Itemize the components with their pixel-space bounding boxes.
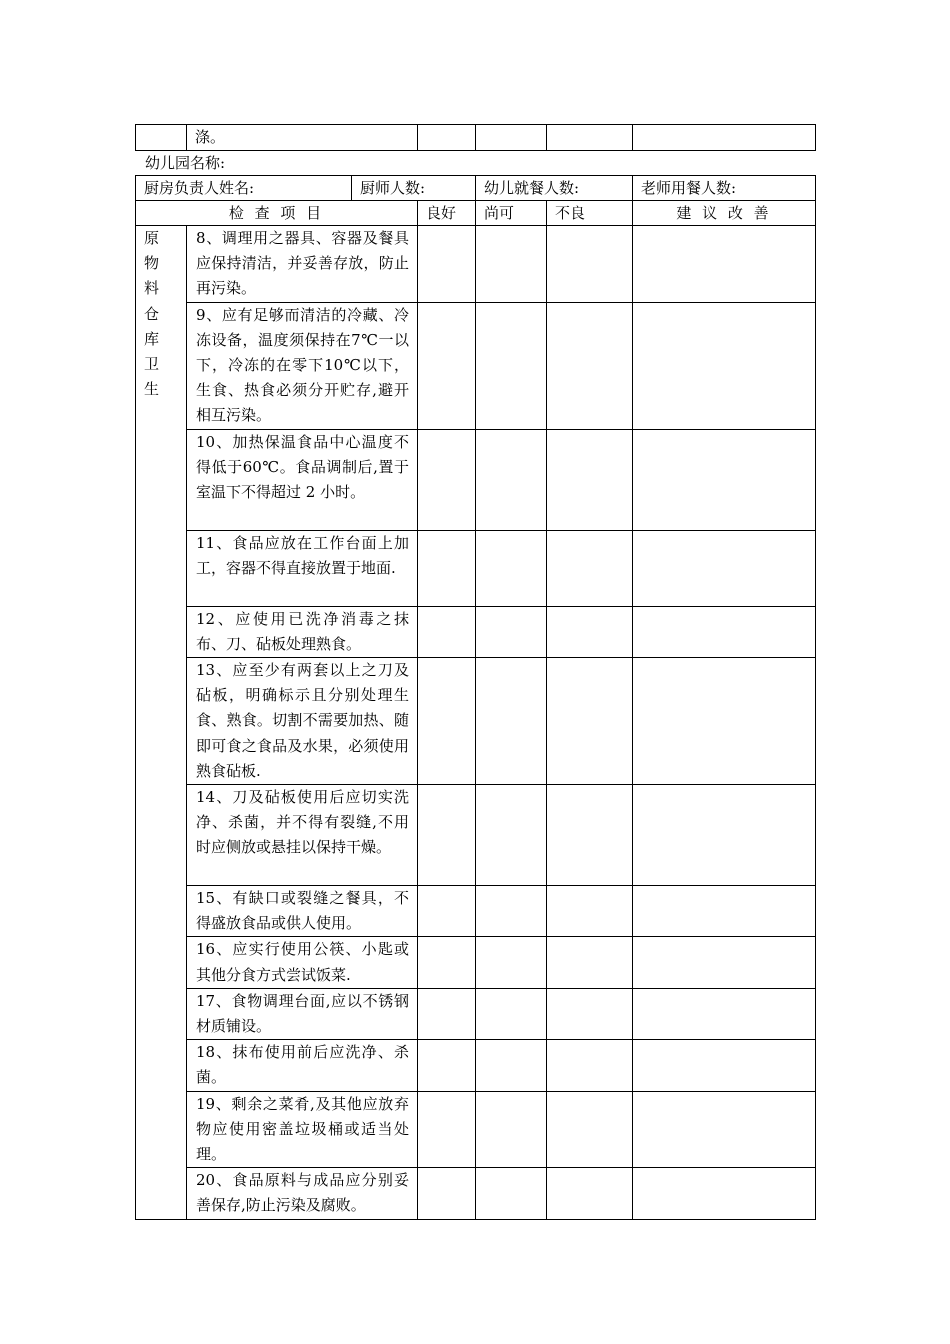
fair-cell[interactable] bbox=[476, 1168, 547, 1219]
suggest-cell[interactable] bbox=[633, 606, 816, 657]
item-rows bbox=[136, 226, 816, 1220]
inspection-item-row bbox=[136, 1040, 816, 1091]
fair-cell[interactable] bbox=[476, 886, 547, 937]
fair-cell[interactable] bbox=[476, 429, 547, 530]
inspection-item-row bbox=[136, 886, 816, 937]
fair-cell[interactable] bbox=[476, 785, 547, 886]
category-cell-empty bbox=[136, 125, 187, 151]
fair-cell[interactable] bbox=[476, 125, 547, 151]
child-diners-label: 幼儿就餐人数: bbox=[476, 176, 633, 201]
inspection-item-row bbox=[136, 1091, 816, 1168]
fair-cell[interactable] bbox=[476, 606, 547, 657]
fair-cell[interactable] bbox=[476, 530, 547, 606]
suggest-cell[interactable] bbox=[633, 530, 816, 606]
poor-cell[interactable] bbox=[547, 1168, 633, 1219]
category-char: 卫 bbox=[144, 355, 160, 374]
inspection-table bbox=[135, 175, 816, 1220]
kindergarten-name-label: 幼儿园名称: bbox=[145, 154, 226, 172]
poor-cell[interactable] bbox=[547, 302, 633, 429]
header-item: 检 查 项 目 bbox=[136, 201, 418, 226]
header-row bbox=[136, 201, 816, 226]
good-cell[interactable] bbox=[418, 1091, 476, 1168]
poor-cell[interactable] bbox=[547, 658, 633, 785]
inspection-item-text: 12、应使用已洗净消毒之抹布、刀、砧板处理熟食。 bbox=[187, 606, 418, 657]
suggest-cell[interactable] bbox=[633, 1168, 816, 1219]
poor-cell[interactable] bbox=[547, 1091, 633, 1168]
fair-cell[interactable] bbox=[476, 302, 547, 429]
teacher-diners-label: 老师用餐人数: bbox=[633, 176, 816, 201]
suggest-cell[interactable] bbox=[633, 937, 816, 988]
inspection-item-text: 19、剩余之菜肴,及其他应放弃物应使用密盖垃圾桶或适当处理。 bbox=[187, 1091, 418, 1168]
category-char: 物 bbox=[144, 254, 160, 273]
inspection-item-row bbox=[136, 530, 816, 606]
poor-cell[interactable] bbox=[547, 226, 633, 303]
poor-cell[interactable] bbox=[547, 937, 633, 988]
inspection-item-text: 9、应有足够而清洁的冷藏、冷冻设备，温度须保持在7℃一以下，冷冻的在零下10℃以下，生食、热食必须分开贮存,避开相互污染。 bbox=[187, 302, 418, 429]
suggest-cell[interactable] bbox=[633, 785, 816, 886]
inspection-item-text: 13、应至少有两套以上之刀及砧板，明确标示且分别处理生食、熟食。切割不需要加热、随即可食之食品及水果，必须使用熟食砧板. bbox=[187, 658, 418, 785]
kitchen-manager-label: 厨房负责人姓名: bbox=[136, 176, 352, 201]
good-cell[interactable] bbox=[418, 606, 476, 657]
fair-cell[interactable] bbox=[476, 1091, 547, 1168]
suggest-cell[interactable] bbox=[633, 886, 816, 937]
inspection-item-text: 14、刀及砧板使用后应切实洗净、杀菌，并不得有裂缝,不用时应侧放或悬挂以保持干燥。 bbox=[187, 785, 418, 886]
continued-table bbox=[135, 124, 816, 151]
fair-cell[interactable] bbox=[476, 937, 547, 988]
fair-cell[interactable] bbox=[476, 226, 547, 303]
inspection-item-text: 10、加热保温食品中心温度不得低于60℃。食品调制后,置于室温下不得超过 2 小时。 bbox=[187, 429, 418, 530]
header-good: 良好 bbox=[418, 201, 476, 226]
good-cell[interactable] bbox=[418, 1040, 476, 1091]
good-cell[interactable] bbox=[418, 226, 476, 303]
inspection-item-row bbox=[136, 302, 816, 429]
good-cell[interactable] bbox=[418, 530, 476, 606]
suggest-cell[interactable] bbox=[633, 226, 816, 303]
inspection-item-text: 18、抹布使用前后应洗净、杀菌。 bbox=[187, 1040, 418, 1091]
header-fair: 尚可 bbox=[476, 201, 547, 226]
poor-cell[interactable] bbox=[547, 530, 633, 606]
item-tail-cell: 涤。 bbox=[187, 125, 418, 151]
suggest-cell[interactable] bbox=[633, 125, 816, 151]
suggest-cell[interactable] bbox=[633, 302, 816, 429]
inspection-item-row bbox=[136, 785, 816, 886]
good-cell[interactable] bbox=[418, 886, 476, 937]
inspection-item-text: 8、调理用之器具、容器及餐具应保持清洁，并妥善存放，防止再污染。 bbox=[187, 226, 418, 303]
suggest-cell[interactable] bbox=[633, 1040, 816, 1091]
inspection-item-row bbox=[136, 988, 816, 1039]
inspection-item-text: 11、食品应放在工作台面上加工，容器不得直接放置于地面. bbox=[187, 530, 418, 606]
chef-count-label: 厨师人数: bbox=[352, 176, 476, 201]
good-cell[interactable] bbox=[418, 785, 476, 886]
category-char: 原 bbox=[144, 229, 160, 247]
fair-cell[interactable] bbox=[476, 988, 547, 1039]
category-char: 仓 bbox=[144, 304, 160, 323]
good-cell[interactable] bbox=[418, 988, 476, 1039]
category-char: 料 bbox=[144, 279, 160, 298]
inspection-item-text: 20、食品原料与成品应分别妥善保存,防止污染及腐败。 bbox=[187, 1168, 418, 1219]
good-cell[interactable] bbox=[418, 937, 476, 988]
inspection-item-text: 16、应实行使用公筷、小匙或其他分食方式尝试饭菜. bbox=[187, 937, 418, 988]
inspection-item-row bbox=[136, 429, 816, 530]
poor-cell[interactable] bbox=[547, 1040, 633, 1091]
category-cell bbox=[136, 226, 187, 1220]
info-row bbox=[136, 176, 816, 201]
inspection-item-row bbox=[136, 937, 816, 988]
fair-cell[interactable] bbox=[476, 658, 547, 785]
good-cell[interactable] bbox=[418, 302, 476, 429]
suggest-cell[interactable] bbox=[633, 429, 816, 530]
good-cell[interactable] bbox=[418, 429, 476, 530]
good-cell[interactable] bbox=[418, 658, 476, 785]
poor-cell[interactable] bbox=[547, 886, 633, 937]
inspection-item-row bbox=[136, 658, 816, 785]
inspection-item-text: 17、食物调理台面,应以不锈钢材质铺设。 bbox=[187, 988, 418, 1039]
header-poor: 不良 bbox=[547, 201, 633, 226]
poor-cell[interactable] bbox=[547, 429, 633, 530]
poor-cell[interactable] bbox=[547, 988, 633, 1039]
header-suggest: 建 议 改 善 bbox=[633, 201, 816, 226]
inspection-item-row bbox=[136, 606, 816, 657]
poor-cell[interactable] bbox=[547, 606, 633, 657]
suggest-cell[interactable] bbox=[633, 658, 816, 785]
poor-cell[interactable] bbox=[547, 125, 633, 151]
suggest-cell[interactable] bbox=[633, 988, 816, 1039]
poor-cell[interactable] bbox=[547, 785, 633, 886]
suggest-cell[interactable] bbox=[633, 1091, 816, 1168]
good-cell[interactable] bbox=[418, 125, 476, 151]
good-cell[interactable] bbox=[418, 1168, 476, 1219]
continued-row bbox=[136, 125, 816, 151]
inspection-item-row bbox=[136, 1168, 816, 1219]
category-char: 生 bbox=[144, 380, 160, 399]
category-char: 库 bbox=[144, 329, 160, 348]
inspection-item-text: 15、有缺口或裂缝之餐具，不得盛放食品或供人使用。 bbox=[187, 886, 418, 937]
fair-cell[interactable] bbox=[476, 1040, 547, 1091]
inspection-item-row bbox=[136, 226, 816, 303]
